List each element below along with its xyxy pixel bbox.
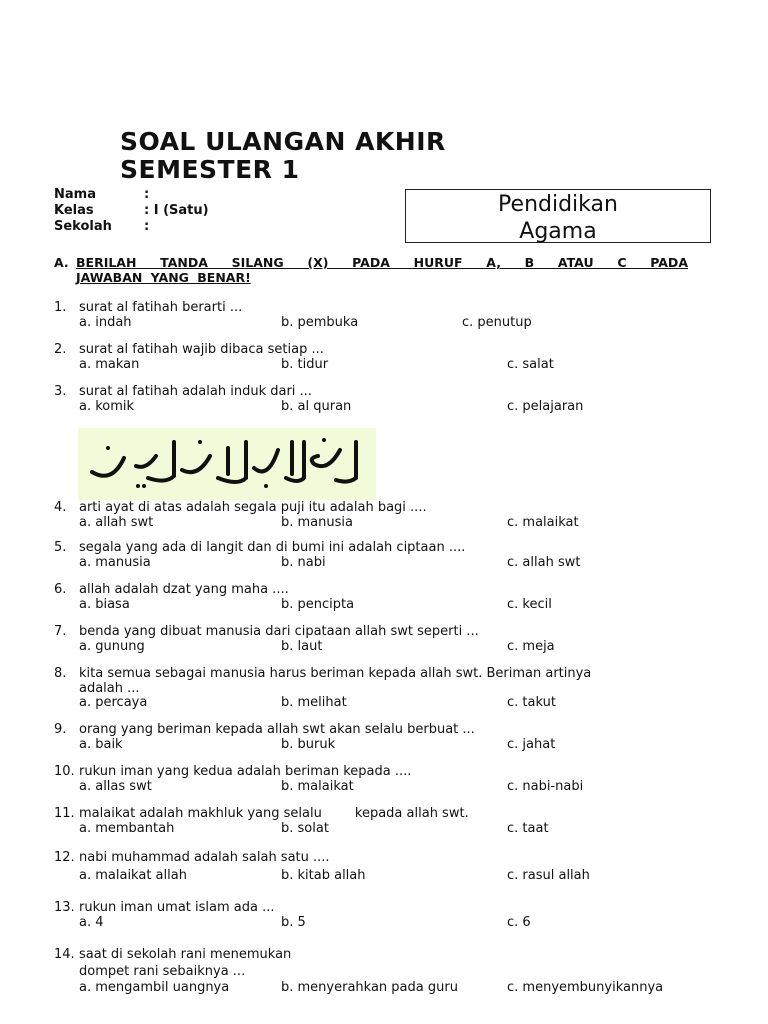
question-number: 4. (54, 500, 67, 515)
option-c[interactable]: c. takut (507, 695, 556, 710)
kelas-row (54, 203, 209, 219)
question-text: saat di sekolah rani menemukan (79, 947, 292, 962)
question-number: 13. (54, 900, 75, 915)
option-a[interactable]: a. biasa (79, 596, 130, 612)
question-text-continued: dompet rani sebaiknya ... (79, 963, 246, 979)
option-b[interactable]: b. malaikat (281, 778, 354, 794)
question-14 (54, 948, 704, 996)
kelas-value: : I (Satu) (144, 203, 209, 218)
question-text: malaikat adalah makhluk yang selalu kepada allah swt. (79, 806, 469, 821)
question-number: 1. (54, 300, 67, 315)
question-number: 11. (54, 806, 75, 821)
question-8 (54, 667, 704, 711)
option-a[interactable]: a. baik (79, 736, 123, 752)
option-a[interactable]: a. percaya (79, 695, 148, 710)
question-number: 2. (54, 342, 67, 357)
question-number: 10. (54, 764, 75, 779)
option-a[interactable]: a. makan (79, 356, 140, 372)
question-number: 7. (54, 624, 67, 639)
option-b[interactable]: b. menyerahkan pada guru (281, 980, 458, 995)
question-12 (54, 851, 704, 884)
question-text: rukun iman umat islam ada ... (79, 900, 275, 915)
option-b[interactable]: b. buruk (281, 736, 336, 752)
question-text: kita semua sebagai manusia harus beriman kepada allah swt. Beriman artinya (79, 666, 592, 681)
question-text: benda yang dibuat manusia dari cipataan allah swt seperti ... (79, 624, 479, 639)
question-10 (54, 765, 704, 795)
question-9 (54, 723, 704, 753)
option-b[interactable]: b. al quran (281, 398, 352, 414)
question-7 (54, 625, 704, 655)
option-a[interactable]: a. allas swt (79, 778, 152, 794)
option-c[interactable]: c. 6 (507, 914, 531, 930)
option-b[interactable]: b. pembuka (281, 314, 359, 330)
arabic-calligraphy-image (78, 428, 376, 500)
option-c[interactable]: c. rasul allah (507, 867, 590, 883)
sekolah-value: : (144, 219, 150, 234)
option-b[interactable]: b. solat (281, 820, 329, 836)
option-a[interactable]: a. membantah (79, 820, 175, 836)
option-c[interactable]: c. penutup (462, 314, 532, 330)
page-title (120, 128, 640, 184)
option-b[interactable]: b. kitab allah (281, 867, 366, 883)
sekolah-row (54, 219, 149, 235)
option-b[interactable]: b. manusia (281, 514, 353, 530)
question-13 (54, 901, 704, 931)
instruction-line-2: JAWABAN YANG BENAR! (76, 270, 251, 285)
option-c[interactable]: c. jahat (507, 736, 556, 752)
option-c[interactable]: c. allah swt (507, 554, 581, 570)
nama-row (54, 187, 149, 203)
question-text-continued: adalah ... (79, 680, 140, 696)
option-c[interactable]: c. pelajaran (507, 398, 584, 414)
subject-line-1: Pendidikan (498, 192, 618, 217)
question-1 (54, 301, 704, 331)
option-a[interactable]: a. manusia (79, 554, 151, 570)
sekolah-label: Sekolah (54, 219, 112, 234)
question-11 (54, 807, 704, 837)
nama-label: Nama (54, 187, 96, 202)
question-text: surat al fatihah wajib dibaca setiap ... (79, 342, 324, 357)
question-text: arti ayat di atas adalah segala puji itu adalah bagi .... (79, 500, 427, 515)
title-line-2: SEMESTER 1 (120, 155, 300, 184)
option-c[interactable]: c. nabi-nabi (507, 778, 584, 794)
question-text: orang yang beriman kepada allah swt akan selalu berbuat ... (79, 722, 475, 737)
subject-line-2: Agama (519, 219, 597, 244)
subject-box (405, 189, 711, 243)
option-a[interactable]: a. komik (79, 398, 135, 414)
question-text: nabi muhammad adalah salah satu .... (79, 850, 330, 865)
question-number: 8. (54, 666, 67, 681)
option-c[interactable]: c. taat (507, 820, 549, 836)
question-text: surat al fatihah adalah induk dari ... (79, 384, 312, 399)
option-a[interactable]: a. malaikat allah (79, 867, 187, 883)
nama-value: : (144, 187, 150, 202)
option-a[interactable]: a. 4 (79, 914, 104, 930)
question-number: 14. (54, 947, 75, 962)
question-number: 3. (54, 384, 67, 399)
question-6 (54, 583, 704, 613)
option-b[interactable]: b. pencipta (281, 596, 355, 612)
kelas-label: Kelas (54, 203, 94, 218)
instruction-line-1: BERILAH TANDA SILANG (X) PADA HURUF A, B ATAU C PADA (76, 255, 688, 270)
option-c[interactable]: c. menyembunyikannya (507, 980, 664, 995)
option-a[interactable]: a. mengambil uangnya (79, 980, 230, 995)
option-c[interactable]: c. salat (507, 356, 554, 372)
option-a[interactable]: a. allah swt (79, 514, 154, 530)
question-3 (54, 385, 704, 415)
question-number: 12. (54, 850, 75, 865)
question-number: 9. (54, 722, 67, 737)
option-b[interactable]: b. nabi (281, 554, 326, 570)
question-5 (54, 541, 704, 571)
instruction-letter: A. (54, 255, 69, 270)
option-b[interactable]: b. melihat (281, 695, 347, 710)
option-b[interactable]: b. laut (281, 638, 323, 654)
question-text: allah adalah dzat yang maha .... (79, 582, 289, 597)
option-c[interactable]: c. meja (507, 638, 555, 654)
instruction (54, 255, 688, 285)
option-a[interactable]: a. gunung (79, 638, 145, 654)
question-2 (54, 343, 704, 373)
question-4 (54, 501, 704, 531)
question-number: 6. (54, 582, 67, 597)
option-a[interactable]: a. indah (79, 314, 132, 330)
arabic-text-graphic (78, 428, 376, 500)
option-b[interactable]: b. tidur (281, 356, 329, 372)
option-c[interactable]: c. kecil (507, 596, 552, 612)
question-text: surat al fatihah berarti ... (79, 300, 243, 315)
question-number: 5. (54, 540, 67, 555)
question-text: segala yang ada di langit dan di bumi ini adalah ciptaan .... (79, 540, 466, 555)
option-c[interactable]: c. malaikat (507, 514, 579, 530)
option-b[interactable]: b. 5 (281, 914, 306, 930)
title-line-1: SOAL ULANGAN AKHIR (120, 127, 446, 156)
question-text: rukun iman yang kedua adalah beriman kepada .... (79, 764, 412, 779)
